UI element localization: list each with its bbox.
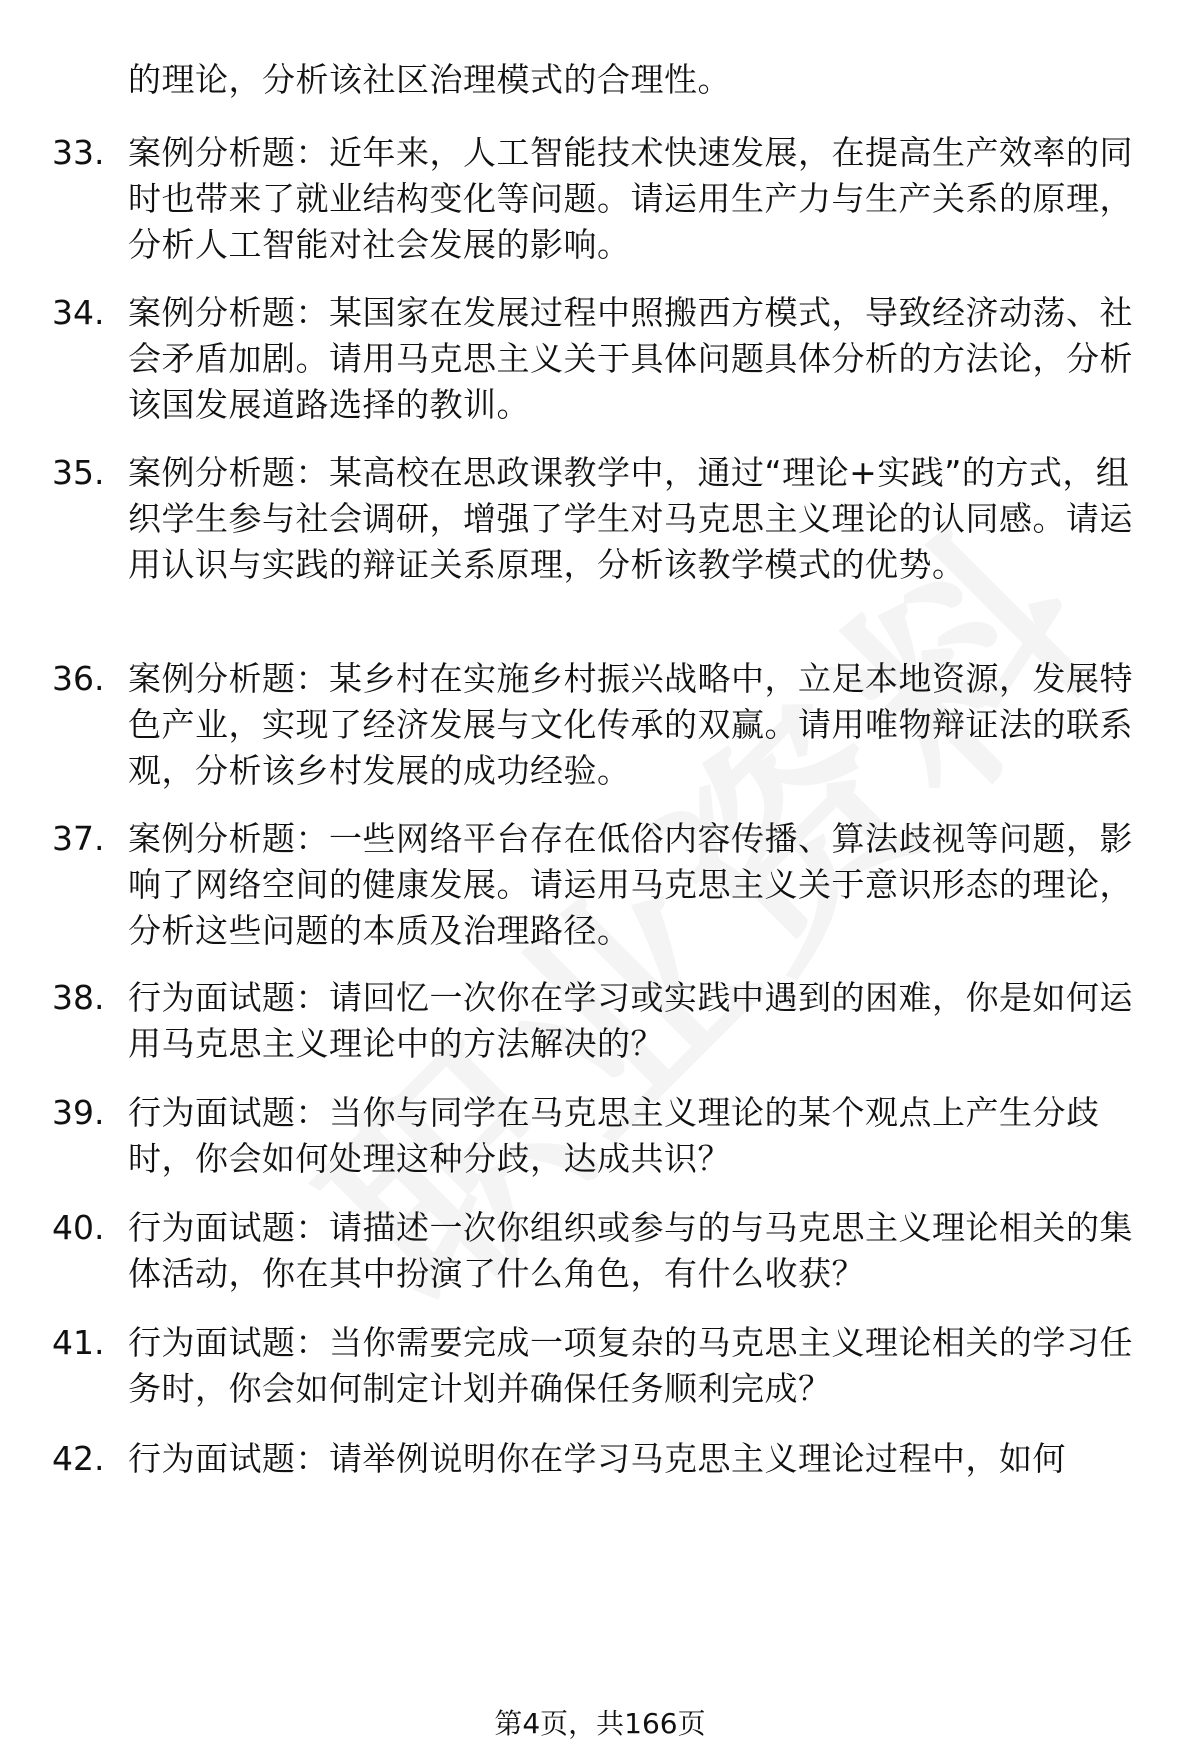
question-number: 38. [52,978,105,1017]
question-number: 33. [52,133,105,172]
question-text: 行为面试题：当你需要完成一项复杂的马克思主义理论相关的学习任务时，你会如何制定计划并确保任务顺利完成？ [128,1323,1133,1408]
page-footer: 第4页，共166页 [494,1707,706,1740]
question-text: 行为面试题：请举例说明你在学习马克思主义理论过程中，如何 [128,1439,1066,1478]
question-text: 案例分析题：一些网络平台存在低俗内容传播、算法歧视等问题，影响了网络空间的健康发展。请运用马克思主义关于意识形态的理论，分析这些问题的本质及治理路径。 [128,819,1133,950]
question-number: 34. [52,293,105,332]
question-text: 行为面试题：当你与同学在马克思主义理论的某个观点上产生分歧时，你会如何处理这种分歧，达成共识？ [128,1093,1100,1178]
question-number: 41. [52,1323,105,1362]
question-text: 案例分析题：近年来，人工智能技术快速发展，在提高生产效率的同时也带来了就业结构变化等问题。请运用生产力与生产关系的原理，分析人工智能对社会发展的影响。 [128,133,1133,264]
question-text: 案例分析题：某高校在思政课教学中，通过“理论+实践”的方式，组织学生参与社会调研，增强了学生对马克思主义理论的认同感。请运用认识与实践的辩证关系原理，分析该教学模式的优势。 [128,453,1133,584]
question-number: 37. [52,819,105,858]
continuation-text: 的理论，分析该社区治理模式的合理性。 [128,60,731,99]
question-number: 42. [52,1439,105,1478]
question-text: 行为面试题：请回忆一次你在学习或实践中遇到的困难，你是如何运用马克思主义理论中的方法解决的？ [128,978,1133,1063]
question-text: 案例分析题：某国家在发展过程中照搬西方模式，导致经济动荡、社会矛盾加剧。请用马克思主义关于具体问题具体分析的方法论，分析该国发展道路选择的教训。 [128,293,1133,424]
question-number: 40. [52,1208,105,1247]
question-number: 39. [52,1093,105,1132]
question-number: 36. [52,659,105,698]
question-text: 案例分析题：某乡村在实施乡村振兴战略中，立足本地资源，发展特色产业，实现了经济发展与文化传承的双赢。请用唯物辩证法的联系观，分析该乡村发展的成功经验。 [128,659,1133,790]
question-number: 35. [52,453,105,492]
question-text: 行为面试题：请描述一次你组织或参与的与马克思主义理论相关的集体活动，你在其中扮演了什么角色，有什么收获？ [128,1208,1133,1293]
